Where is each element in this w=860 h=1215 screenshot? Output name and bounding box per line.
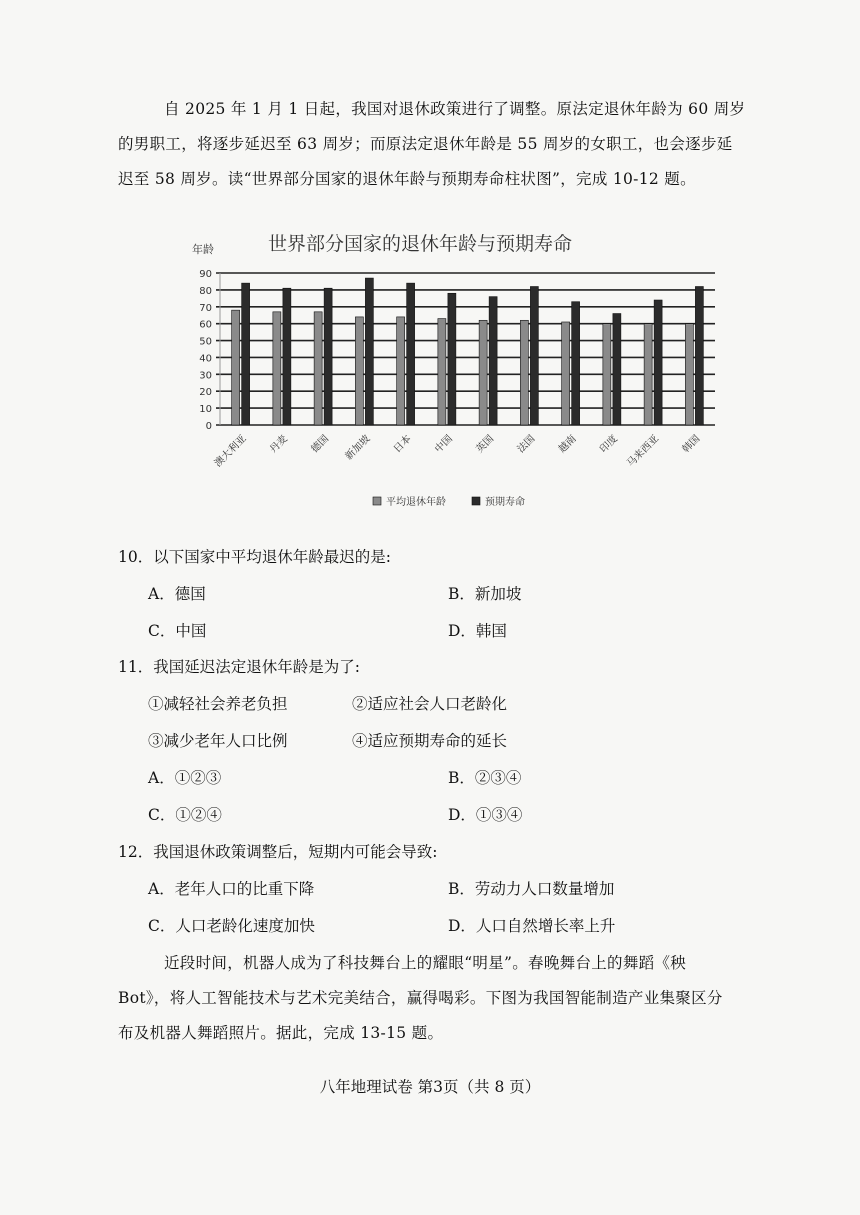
bar-life-expectancy [448,293,456,425]
bar-life-expectancy [324,288,332,425]
bar-retirement-age [479,320,487,425]
bar-retirement-age [397,317,405,425]
q10-stem: 10．以下国家中平均退休年龄最迟的是: [118,548,391,566]
y-tick-label: 0 [205,421,212,432]
chart-y-axis-label: 年龄 [192,243,214,256]
x-tick-label: 中国 [433,433,455,456]
intro2-line-1: 近段时间，机器人成为了科技舞台上的耀眼“明星”。春晚舞台上的舞蹈《秧 [164,954,687,972]
q12-option-a[interactable]: A．老年人口的比重下降 [148,880,315,898]
bar-retirement-age [355,317,363,425]
bar-retirement-age [232,310,240,425]
intro2-paragraph [118,946,778,1051]
bar-retirement-age [273,312,281,425]
bar-retirement-age [562,322,570,425]
bar-life-expectancy [654,300,662,425]
x-tick-label: 印度 [598,433,620,456]
q11-option-b[interactable]: B．②③④ [448,769,522,787]
intro-line-3: 迟至 58 周岁。读“世界部分国家的退休年龄与预期寿命柱状图”，完成 10-12 题。 [118,170,696,188]
bar-life-expectancy [407,283,415,425]
intro-line-2: 的男职工，将逐步延迟至 63 周岁；而原法定退休年龄是 55 周岁的女职工，也会逐步延 [118,135,733,153]
intro2-line-3: 布及机器人舞蹈照片。据此，完成 13-15 题。 [118,1024,444,1042]
q11-option-a[interactable]: A．①②③ [148,769,222,787]
x-tick-label: 法国 [515,433,538,456]
bar-life-expectancy [572,302,580,425]
y-tick-label: 80 [199,285,212,297]
q11-option-d[interactable]: D．①③④ [448,806,523,824]
x-tick-label: 新加坡 [343,433,373,463]
page-footer: 八年地理试卷 第3页（共 8 页） [319,1078,541,1096]
intro-line-1: 自 2025 年 1 月 1 日起，我国对退休政策进行了调整。原法定退休年龄为 60 周岁 [164,100,746,118]
bar-chart-svg [190,225,730,525]
y-tick-label: 60 [199,319,212,331]
x-tick-label: 英国 [474,433,497,456]
bar-life-expectancy [283,288,291,425]
legend-label: 平均退休年龄 [386,497,446,508]
q10-option-c[interactable]: C．中国 [148,622,207,640]
bar-life-expectancy [530,287,538,425]
q11-option-c[interactable]: C．①②④ [148,806,222,824]
x-tick-label: 丹麦 [268,433,290,456]
q12-option-b[interactable]: B．劳动力人口数量增加 [448,880,615,898]
x-tick-label: 德国 [309,433,332,456]
chart-bars [232,278,704,425]
y-tick-label: 90 [199,269,212,280]
x-tick-label: 澳大利亚 [212,433,249,470]
bar-retirement-age [314,312,322,425]
y-tick-label: 40 [199,353,212,365]
legend-label: 预期寿命 [485,497,525,508]
chart-title: 世界部分国家的退休年龄与预期寿命 [267,233,573,255]
bar-life-expectancy [489,297,497,425]
x-tick-label: 越南 [556,433,579,456]
q11-statement-3: ③减少老年人口比例 [148,732,288,750]
q10-option-d[interactable]: D．韩国 [448,622,507,640]
bar-life-expectancy [365,278,373,425]
bar-retirement-age [644,324,652,425]
chart-legend [373,495,525,508]
q10-option-a[interactable]: A．德国 [148,585,206,603]
q11-statement-1: ①减轻社会养老负担 [148,695,288,713]
bar-retirement-age [603,324,611,425]
legend-swatch [472,497,480,505]
q12-stem: 12．我国退休政策调整后，短期内可能会导致: [118,843,438,861]
y-tick-label: 20 [199,387,212,399]
intro2-line-2: Bot》，将人工智能技术与艺术完美结合，赢得喝彩。下图为我国智能制造产业集聚区分 [118,989,723,1007]
chart-x-tick-labels [211,432,702,469]
bar-retirement-age [520,320,528,425]
q12-option-d[interactable]: D．人口自然增长率上升 [448,917,616,935]
y-tick-label: 70 [199,302,212,314]
q11-statement-2: ②适应社会人口老龄化 [352,695,508,713]
q11-statement-4: ④适应预期寿命的延长 [352,732,508,750]
intro-paragraph [118,92,758,197]
x-tick-label: 韩国 [680,433,703,456]
bar-life-expectancy [613,314,621,425]
x-tick-label: 马来西亚 [625,433,662,470]
bar-retirement-age [438,319,446,425]
y-tick-label: 30 [199,370,212,382]
q10-option-b[interactable]: B．新加坡 [448,585,522,603]
bar-life-expectancy [242,283,250,425]
bar-retirement-age [685,324,693,425]
q11-stem: 11．我国延迟法定退休年龄是为了: [118,658,360,676]
y-tick-label: 50 [199,336,212,348]
bar-life-expectancy [695,287,703,425]
bar-chart [190,225,730,525]
y-tick-label: 10 [199,404,212,416]
q12-option-c[interactable]: C．人口老龄化速度加快 [148,917,315,935]
x-tick-label: 日本 [391,433,414,456]
legend-swatch [373,497,381,505]
